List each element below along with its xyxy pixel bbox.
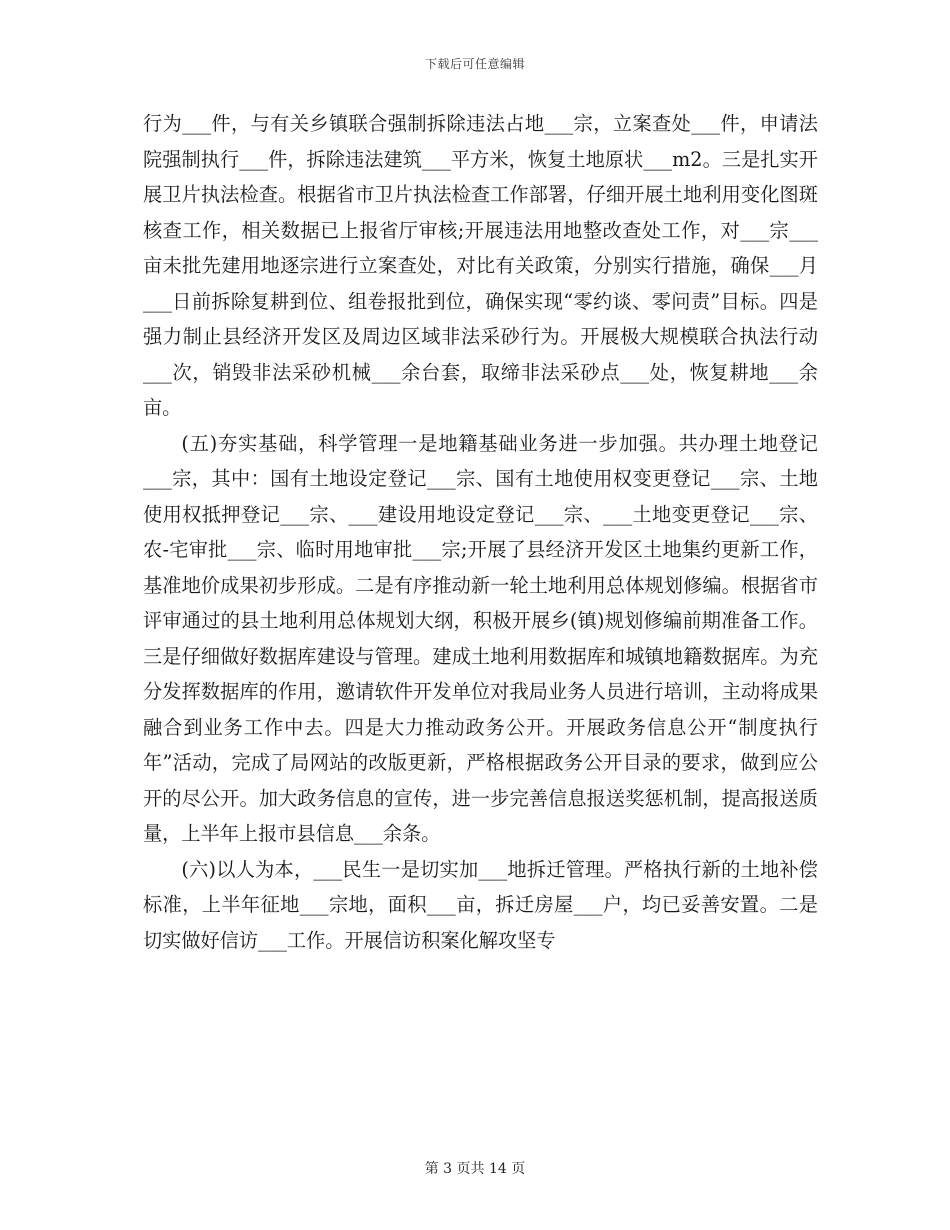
paragraph-section-6: (六)以人为本，___民生一是切实加___地拆迁管理。严格执行新的土地补偿标准，上半年征地___宗地，面积___亩，拆迁房屋___户，均已妥善安置。二是切实做好信访___工作。开展信访积案化解攻坚专 xyxy=(143,857,818,952)
page-number: 第 3 页共 14 页 xyxy=(424,1161,526,1177)
paragraph-continuation: 行为___件，与有关乡镇联合强制拆除违法占地___宗，立案查处___件，申请法院强制执行___件，拆除违法建筑___平方米，恢复土地原状___m2。三是扎实开展卫片执法检查。根据省市卫片执法检查工作部署，仔细开展土地利用变化图斑核查工作，相关数据已上报省厅审核;开展违法用地整改查处工作，对___宗___亩未批先建用地逐宗进行立案查处，对比有关政策，分别实行措施，确保___月___日前拆除复耕到位、组卷报批到位，确保实现“零约谈、零问责”目标。四是强力制止县经济开发区及周边区域非法采砂行为。开展极大规模联合执法行动___次，销毁非法采砂机械___余台套，取缔非法采砂点___处，恢复耕地___余亩。 xyxy=(143,112,818,419)
paragraph-section-5: (五)夯实基础，科学管理一是地籍基础业务进一步加强。共办理土地登记___宗，其中：国有土地设定登记___宗、国有土地使用权变更登记___宗、土地使用权抵押登记___宗、___建设用地设定登记___宗、___土地变更登记___宗、农-宅审批___宗、临时用地审批___宗;开展了县经济开发区土地集约更新工作，基准地价成果初步形成。二是有序推动新一轮土地利用总体规划修编。根据省市评审通过的县土地利用总体规划大纲，积极开展乡(镇)规划修编前期准备工作。三是仔细做好数据库建设与管理。建成土地利用数据库和城镇地籍数据库。为充分发挥数据库的作用，邀请软件开发单位对我局业务人员进行培训，主动将成果融合到业务工作中去。四是大力推动政务公开。开展政务信息公开“制度执行年”活动，完成了局网站的改版更新，严格根据政务公开目录的要求，做到应公开的尽公开。加大政务信息的宣传，进一步完善信息报送奖惩机制，提高报送质量，上半年上报市县信息___余条。 xyxy=(143,431,818,845)
document-body xyxy=(143,106,818,958)
page-header-note: 下载后可任意编辑 xyxy=(424,57,525,71)
